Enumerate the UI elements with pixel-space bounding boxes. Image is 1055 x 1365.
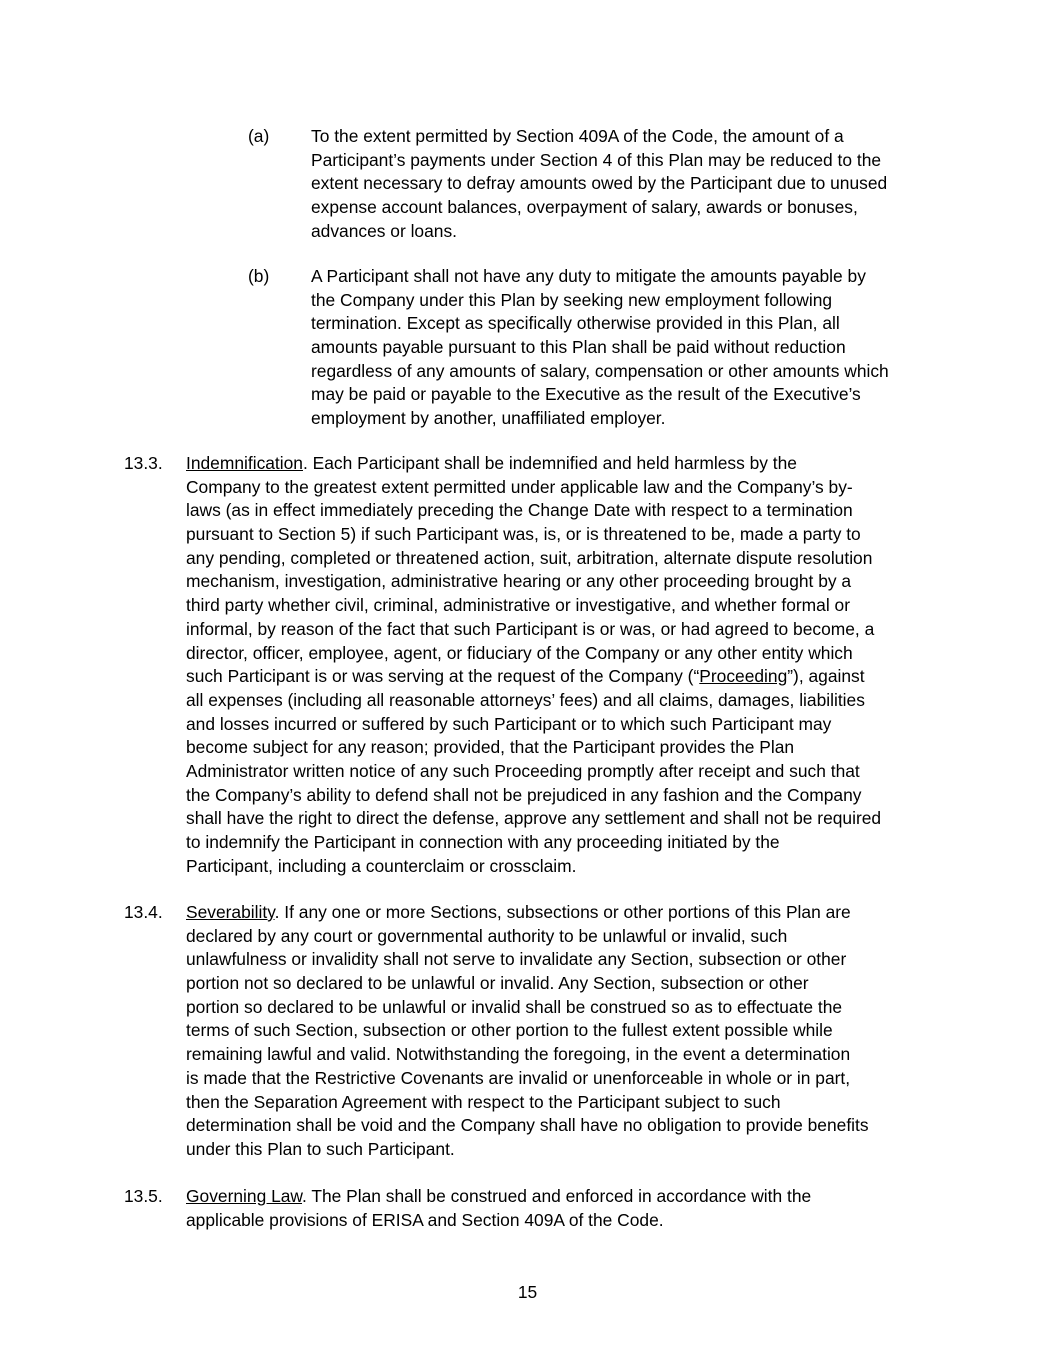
text-line: may be paid or payable to the Executive as the result of the Executive’s — [311, 384, 861, 405]
text-line — [186, 452, 946, 476]
text-line: terms of such Section, subsection or other portion to the fullest extent possible while — [186, 1020, 833, 1041]
paragraph-label: (a) — [248, 126, 270, 146]
text-line: regardless of any amounts of salary, compensation or other amounts which — [311, 360, 889, 381]
section-number: 13.3. — [124, 453, 163, 473]
text-line — [186, 665, 946, 689]
text-line: determination shall be void and the Company shall have no obligation to provide benefits — [186, 1115, 869, 1136]
text-line: third party whether civil, criminal, administrative or investigative, and whether formal or — [186, 595, 851, 616]
paragraph-body — [311, 125, 951, 243]
text-line: informal, by reason of the fact that such Participant is or was, or had agreed to become, a — [186, 618, 875, 639]
text-line — [186, 901, 946, 925]
text-line: To the extent permitted by Section 409A of the Code, the amount of a — [311, 126, 844, 146]
text-line: to indemnify the Participant in connection with any proceeding initiated by the — [186, 832, 780, 852]
text-fragment: such Participant is or was serving at the request of the Company (“ — [186, 666, 700, 687]
text-line: under this Plan to such Participant. — [186, 1138, 455, 1159]
section-body — [186, 901, 946, 1162]
text-line: mechanism, investigation, administrative hearing or any other proceeding brought by a — [186, 571, 852, 592]
text-line: portion not so declared to be unlawful or invalid. Any Section, subsection or other — [186, 973, 809, 994]
text-line — [186, 1185, 946, 1209]
defined-term: Proceeding — [699, 666, 788, 687]
text-line: the Company’s ability to defend shall not be prejudiced in any fashion and the Company — [186, 784, 862, 805]
text-line: become subject for any reason; provided, that the Participant provides the Plan — [186, 737, 795, 758]
text-line: amounts payable pursuant to this Plan shall be paid without reduction — [311, 337, 846, 358]
text-line: pursuant to Section 5) if such Participant was, is, or is threatened to be, made a party to — [186, 524, 861, 545]
text-line: A Participant shall not have any duty to mitigate the amounts payable by — [311, 266, 866, 286]
section-body — [186, 1185, 946, 1232]
text-line: Participant, including a counterclaim or crossclaim. — [186, 855, 577, 876]
section-heading: Indemnification — [186, 453, 303, 473]
text-line: employment by another, unaffiliated employer. — [311, 408, 666, 429]
text-line: Participant’s payments under Section 4 of this Plan may be reduced to the — [311, 149, 882, 170]
text-line: unlawfulness or invalidity shall not serve to invalidate any Section, subsection or other — [186, 949, 847, 970]
text-line: applicable provisions of ERISA and Section 409A of the Code. — [186, 1209, 664, 1230]
text-line: is made that the Restrictive Covenants are invalid or unenforceable in whole or in part, — [186, 1067, 851, 1088]
text-line: all expenses (including all reasonable attorneys’ fees) and all claims, damages, liabilities — [186, 689, 865, 710]
paragraph-body — [311, 265, 951, 431]
text-line: director, officer, employee, agent, or fiduciary of the Company or any other entity which — [186, 642, 853, 663]
text-line: then the Separation Agreement with respect to the Participant subject to such — [186, 1091, 781, 1112]
text-line: shall have the right to direct the defense, approve any settlement and shall not be required — [186, 808, 882, 829]
text-line: extent necessary to defray amounts owed by the Participant due to unused — [311, 173, 888, 194]
text-line: remaining lawful and valid. Notwithstanding the foregoing, in the event a determination — [186, 1044, 851, 1065]
text-line: declared by any court or governmental authority to be unlawful or invalid, such — [186, 925, 788, 946]
text-line: and losses incurred or suffered by such Participant or to which such Participant may — [186, 713, 832, 734]
section-number: 13.5. — [124, 1186, 163, 1206]
text-fragment: . If any one or more Sections, subsections or other portions of this Plan are — [274, 902, 851, 922]
page-number: 15 — [517, 1282, 538, 1302]
text-line: expense account balances, overpayment of salary, awards or bonuses, — [311, 197, 858, 218]
text-fragment: . Each Participant shall be indemnified and held harmless by the — [302, 453, 797, 473]
text-line: the Company under this Plan by seeking new employment following — [311, 289, 833, 310]
section-heading: Severability — [186, 902, 275, 922]
section-heading: Governing Law — [186, 1186, 303, 1206]
text-line: advances or loans. — [311, 220, 457, 241]
text-line: any pending, completed or threatened action, suit, arbitration, alternate dispute resolution — [186, 547, 873, 568]
text-fragment: . The Plan shall be construed and enforced in accordance with the — [302, 1186, 812, 1206]
text-line: Company to the greatest extent permitted under applicable law and the Company’s by- — [186, 476, 853, 497]
section-number: 13.4. — [124, 902, 163, 922]
text-fragment: ”), against — [787, 666, 865, 687]
text-line: laws (as in effect immediately preceding the Change Date with respect to a termination — [186, 500, 853, 521]
text-line: Administrator written notice of any such Proceeding promptly after receipt and such that — [186, 760, 860, 781]
text-line: portion so declared to be unlawful or invalid shall be construed so as to effectuate the — [186, 996, 843, 1017]
text-line: termination. Except as specifically otherwise provided in this Plan, all — [311, 313, 840, 334]
section-body — [186, 452, 946, 878]
paragraph-label: (b) — [248, 266, 270, 286]
